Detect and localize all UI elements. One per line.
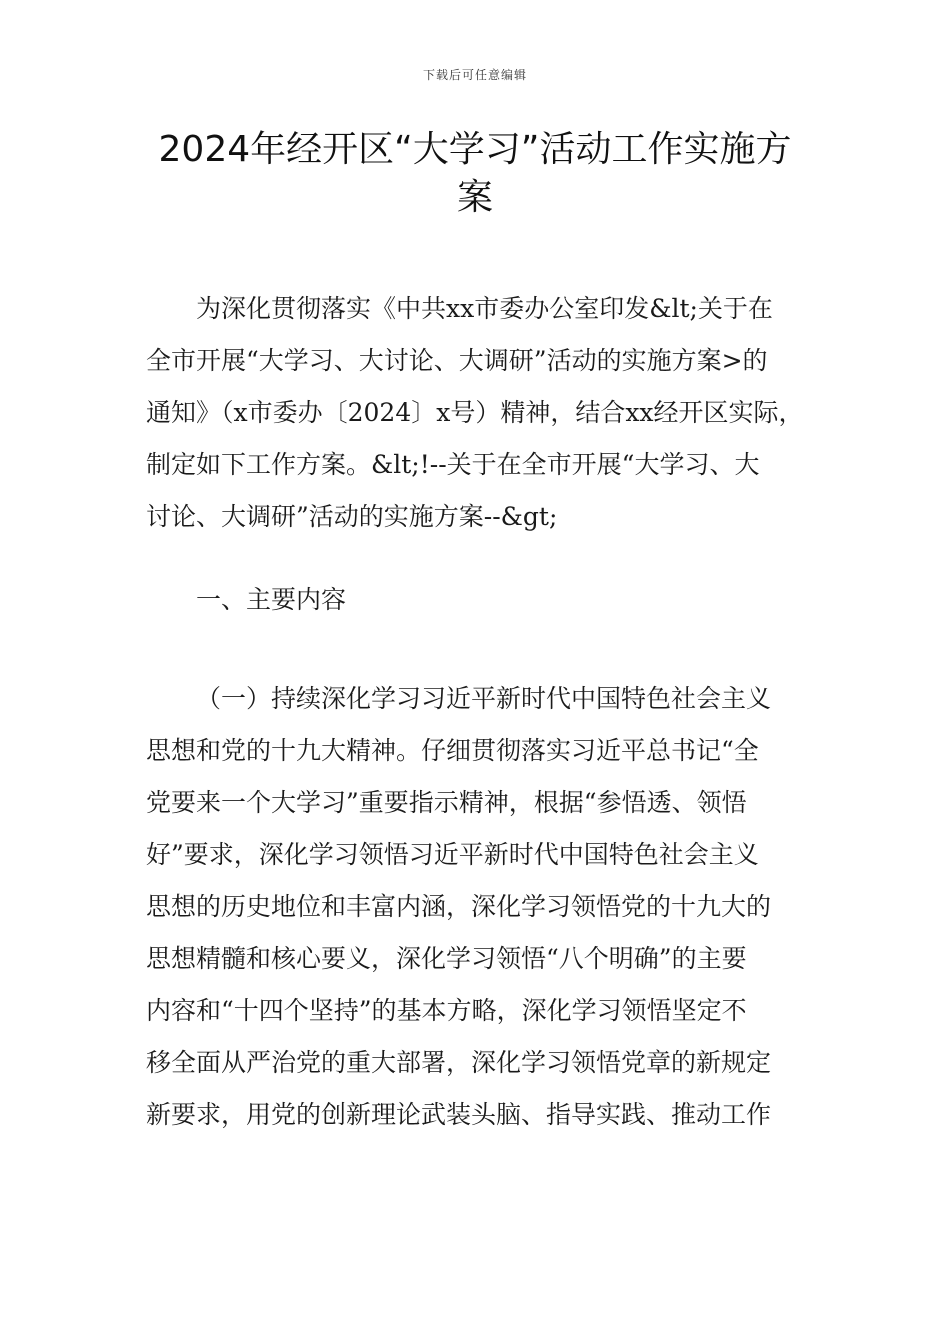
text-line: 思想精髓和核心要义，深化学习领悟“八个明确”的主要 bbox=[146, 944, 747, 973]
text-line: 制定如下工作方案。&lt;!--关于在全市开展“大学习、大 bbox=[146, 450, 760, 479]
text-line: 好”要求，深化学习领悟习近平新时代中国特色社会主义 bbox=[146, 840, 759, 869]
content-paragraph bbox=[146, 673, 810, 1141]
document-title bbox=[145, 126, 805, 222]
text-line: 讨论、大调研”活动的实施方案--&gt; bbox=[146, 502, 558, 531]
text-line: 移全面从严治党的重大部署，深化学习领悟党章的新规定 bbox=[146, 1048, 772, 1077]
text-line: 思想和党的十九大精神。仔细贯彻落实习近平总书记“全 bbox=[146, 736, 759, 765]
header-note: 下载后可任意编辑 bbox=[422, 68, 527, 82]
text-line: 思想的历史地位和丰富内涵，深化学习领悟党的十九大的 bbox=[146, 892, 772, 921]
text-line: 党要来一个大学习”重要指示精神，根据“参悟透、领悟 bbox=[146, 788, 747, 817]
section-heading-text: 一、主要内容 bbox=[196, 585, 347, 614]
title-line-2: 案 bbox=[456, 177, 493, 218]
text-line: （一）持续深化学习习近平新时代中国特色社会主义 bbox=[196, 684, 772, 713]
text-line: 为深化贯彻落实《中共xx市委办公室印发&lt;关于在 bbox=[196, 294, 773, 323]
section-heading bbox=[146, 574, 810, 626]
text-line: 通知》（x市委办〔2024〕x号）精神，结合xx经开区实际， bbox=[146, 398, 804, 427]
text-line: 内容和“十四个坚持”的基本方略，深化学习领悟坚定不 bbox=[146, 996, 747, 1025]
text-line: 全市开展“大学习、大讨论、大调研”活动的实施方案>的 bbox=[146, 346, 768, 375]
title-line-1: 2024年经开区“大学习”活动工作实施方 bbox=[158, 129, 792, 170]
intro-paragraph bbox=[146, 283, 810, 543]
text-line: 新要求，用党的创新理论武装头脑、指导实践、推动工作 bbox=[146, 1100, 772, 1129]
